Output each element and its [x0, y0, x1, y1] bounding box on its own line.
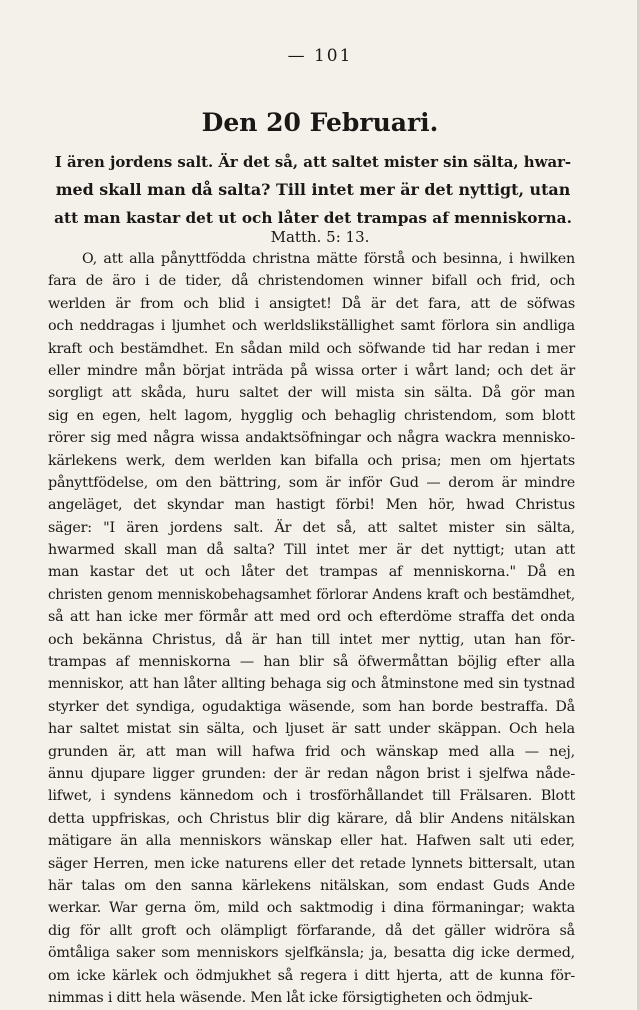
verse-line: I ären jordens salt. Är det så, att saltet mister sin sälta, hwar- — [54, 153, 572, 171]
text-line: sorgligt att skåda, huru saltet der will mista sin sälta. Då gör man — [48, 385, 575, 402]
text-line: och neddragas i ljumhet och werldslikställighet samt förlora sin andliga — [48, 318, 575, 335]
devotional-text — [48, 248, 575, 1009]
verse-reference: Matth. 5: 13. — [270, 228, 370, 246]
text-line: eller mindre mån börjat inträda på wissa orter i wårt land; och det är — [48, 362, 575, 379]
text-line: om icke kärlek och ödmjukhet så regera i ditt hjerta, att de kunna för- — [48, 967, 575, 984]
verse-line: att man kastar det ut och låter det trampas af menniskorna. — [54, 209, 572, 227]
text-line: fara de äro i de tider, då christendomen winner bifall och frid, och — [48, 273, 575, 290]
text-line: säger: "I ären jordens salt. Är det så, att saltet mister sin sälta, — [48, 519, 575, 536]
text-line: detta uppfriskas, och Christus blir dig kärare, då blir Andens nitälskan — [48, 810, 575, 827]
text-line: werkar. War gerna öm, mild och saktmodig i dina förmaningar; wakta — [48, 900, 575, 917]
text-line: ömtåliga saker som menniskors sjelfkänsla; ja, besatta dig icke dermed, — [48, 945, 575, 962]
page-number: — 101 — [287, 46, 353, 66]
text-line: så att han icke mer förmår att med ord och efterdöme straffa det onda — [48, 609, 575, 626]
text-line: O, att alla pånyttfödda christna mätte förstå och besinna, i hwilken — [82, 251, 575, 267]
text-line: säger Herren, men icke naturens eller det retade lynnets bittersalt, utan — [48, 855, 575, 872]
text-line: kärlekens werk, dem werlden kan bifalla och prisa; men om hjertats — [48, 452, 575, 469]
text-line: kraft och bestämdhet. En sådan mild och söfwande tid har redan i mer — [48, 340, 575, 357]
text-line: menniskor, att han låter allting behaga sig och åtminstone med sin tystnad — [48, 676, 575, 693]
text-line: hwarmed skall man då salta? Till intet mer är det nyttigt; utan att — [48, 542, 575, 559]
bible-verse — [54, 148, 572, 232]
text-line: man kastar det ut och låter det trampas af menniskorna." Då en — [48, 564, 575, 581]
text-line: nimmas i ditt hela wäsende. Men låt icke försigtigheten och ödmjuk- — [48, 989, 533, 1006]
text-line: har saltet mistat sin sälta, och ljuset är satt under skäppan. Och hela — [48, 721, 575, 738]
text-line: sig en egen, helt lagom, hygglig och behaglig christendom, som blott — [48, 407, 575, 424]
text-line: christen genom menniskobehagsamhet förlorar Andens kraft och bestämdhet, — [48, 586, 575, 603]
text-line: styrker det syndiga, ogudaktiga wäsende, som han borde bestraffa. Då — [48, 698, 575, 715]
text-line: pånyttfödelse, om den bättring, som är inför Gud — derom är mindre — [48, 474, 575, 491]
text-line: angeläget, det skyndar man hastigt förbi! Men hör, hwad Christus — [48, 497, 575, 514]
text-line: här talas om den sanna kärlekens nitälskan, som endast Guds Ande — [48, 877, 575, 894]
text-line: grunden är, att man will hafwa frid och wänskap med alla — nej, — [48, 743, 575, 760]
text-line: mätigare än alla menniskors wänskap eller hat. Hafwen salt uti eder, — [48, 833, 575, 850]
text-line: rörer sig med några wissa andaktsöfningar och några wackra menniskо- — [48, 430, 575, 447]
text-line: trampas af menniskorna — han blir så öfwermåttan böjlig efter alla — [48, 654, 575, 671]
verse-line: med skall man då salta? Till intet mer är det nyttigt, utan — [55, 180, 571, 199]
text-line: lifwet, i syndens kännedom och i trosförhållandet till Frälsaren. Blott — [48, 788, 575, 805]
text-line: och bekänna Christus, då är han till intet mer nyttig, utan han för- — [48, 631, 575, 648]
text-line: dig för allt groft och olämpligt förfarande, då det gäller widröra så — [48, 922, 575, 939]
text-line: werlden är from och blid i ansigtet! Då är det fara, att de söfwas — [48, 295, 575, 312]
date-heading: Den 20 Februari. — [201, 108, 439, 137]
text-line: ännu djupare ligger grunden: der är redan någon brist i sjelfwa nåde- — [48, 765, 575, 782]
